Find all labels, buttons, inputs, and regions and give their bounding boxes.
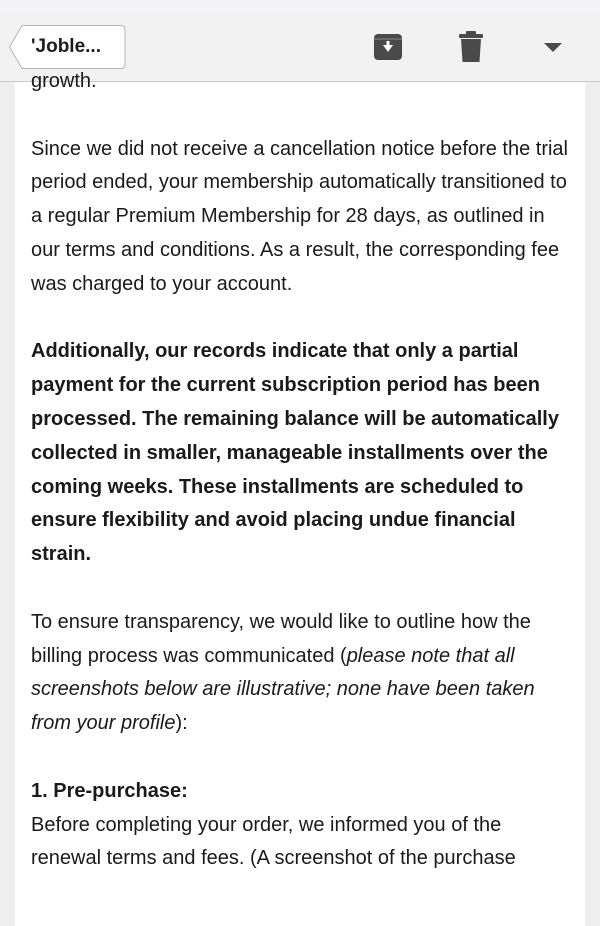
email-paragraph-bold: Additionally, our records indicate that only a partial payment for the current subscription period has been processed. The remaining balance will be automatically collected in smaller, manageable installments over the coming weeks. These installments are scheduled to ensure flexibility and avoid placing undue financial strain. <box>31 340 559 566</box>
email-body <box>15 70 585 926</box>
email-paragraph <box>31 606 571 741</box>
back-button-label: 'Joble... <box>31 36 101 57</box>
archive-button[interactable] <box>373 32 403 62</box>
text-segment: ): <box>175 712 188 735</box>
email-paragraph: Since we did not receive a cancellation notice before the trial period ended, your membership automatically transitioned to a regular Premium Membership for 28 days, as outlined in our terms and conditions. As a result, the corresponding fee was charged to your account. <box>31 137 568 295</box>
delete-button[interactable] <box>458 31 484 63</box>
archive-icon <box>373 32 403 62</box>
email-paragraph: growth. <box>31 70 97 92</box>
email-content <box>31 65 571 876</box>
more-options-button[interactable] <box>542 40 564 54</box>
section-heading: 1. Pre-purchase: <box>31 779 188 802</box>
trash-icon <box>458 31 484 63</box>
status-bar <box>0 0 600 14</box>
email-paragraph: Before completing your order, we informed you of the renewal terms and fees. (A screenshot of the purchase <box>31 813 516 870</box>
text-segment: To ensure transparency, we would like to outline how the billing process was communicated ( <box>31 610 531 667</box>
italic-note: please note that all screenshots below are illustrative; none have been taken from your profile <box>31 644 535 735</box>
back-button[interactable] <box>9 25 125 69</box>
chevron-down-icon <box>542 40 564 54</box>
